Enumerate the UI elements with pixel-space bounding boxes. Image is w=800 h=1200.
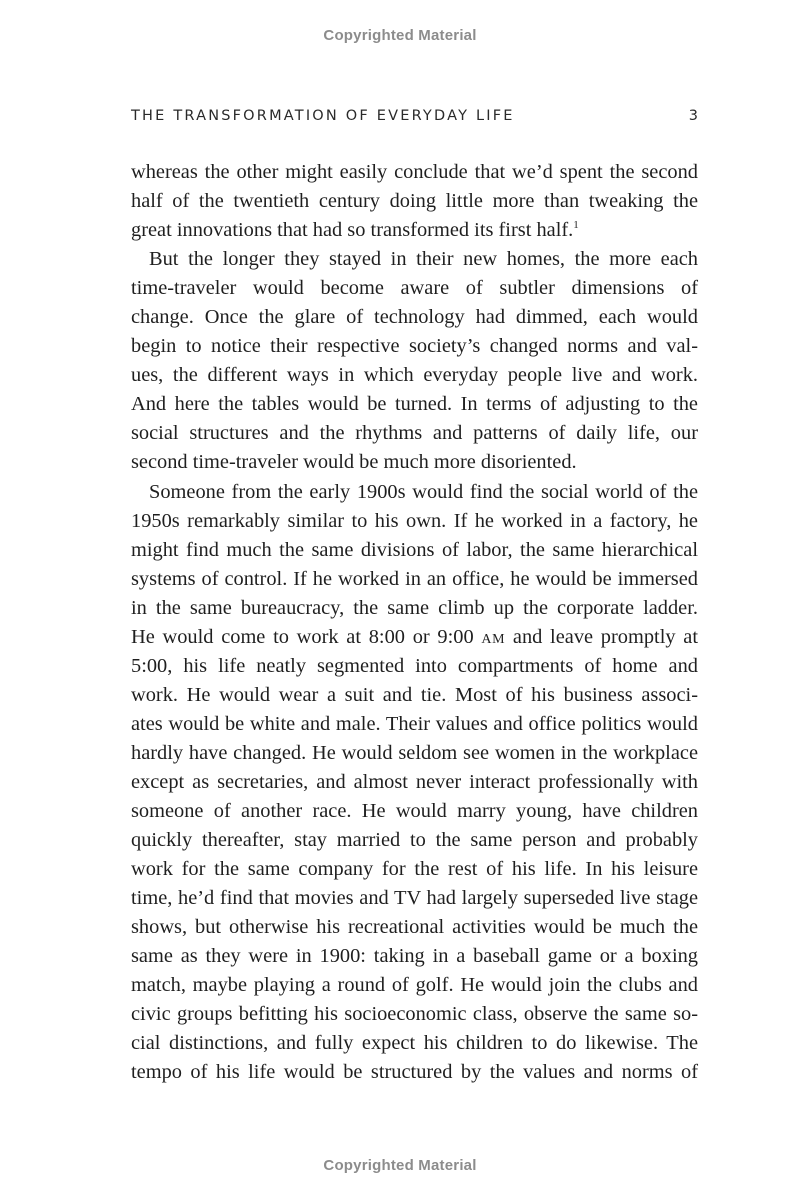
chapter-running-title: THE TRANSFORMATION OF EVERYDAY LIFE [131,108,515,124]
small-caps-am: am [481,625,506,648]
text-line: ates would be white and male. Their values and office politics would [131,712,698,735]
text-line: someone of another race. He would marry young, have children [131,800,698,823]
text-line: half of the twentieth century doing little more than tweaking the [131,190,698,213]
text-line: 1950s remarkably similar to his own. If he worked in a factory, he [131,509,698,532]
text-line: except as secretaries, and almost never interact professionally with [131,770,698,793]
text-line: time-traveler would become aware of subtler dimensions of [131,277,698,300]
text-line-content: great innovations that had so transformed its first half. [131,219,574,242]
text-line [131,623,698,652]
text-line-content: He would come to work at 8:00 or 9:00 [131,625,474,648]
text-line: shows, but otherwise his recreational activities would be much the [131,916,698,939]
text-line [131,216,698,245]
text-line: work for the same company for the rest of his life. In his leisure [131,858,698,881]
paragraph-1 [131,158,698,245]
running-header [131,108,698,130]
text-line: hardly have changed. He would seldom see women in the workplace [131,741,698,764]
text-line: same as they were in 1900: taking in a baseball game or a boxing [131,945,698,968]
text-line: systems of control. If he worked in an office, he would be immersed [131,567,698,590]
text-line: And here the tables would be turned. In terms of adjusting to the [131,393,698,416]
body-text [131,158,698,1088]
copyright-watermark-bottom: Copyrighted Material [323,1157,477,1174]
text-line: Someone from the early 1900s would find the social world of the [149,480,698,503]
text-line: quickly thereafter, stay married to the same person and probably [131,829,698,852]
page-number: 3 [688,108,698,124]
text-line: begin to notice their respective society’s changed norms and val- [131,335,698,358]
text-line: second time-traveler would be much more disoriented. [131,451,577,474]
text-line: time, he’d find that movies and TV had largely superseded live stage [131,887,698,910]
footnote-reference: 1 [573,219,579,232]
text-line: in the same bureaucracy, the same climb up the corporate ladder. [131,596,698,619]
text-line: match, maybe playing a round of golf. He would join the clubs and [131,974,698,997]
text-line: civic groups befitting his socioeconomic class, observe the same so- [131,1003,698,1026]
text-line: But the longer they stayed in their new homes, the more each [149,248,698,271]
text-line: work. He would wear a suit and tie. Most of his business associ- [131,683,698,706]
text-line-content: and leave promptly at [512,625,698,648]
text-line: change. Once the glare of technology had dimmed, each would [131,306,698,329]
copyright-watermark-top: Copyrighted Material [323,27,477,44]
text-line: tempo of his life would be structured by the values and norms of [131,1061,698,1084]
text-line: social structures and the rhythms and patterns of daily life, our [131,422,698,445]
text-line: ues, the different ways in which everyday people live and work. [131,364,698,387]
text-line: might find much the same divisions of labor, the same hierarchical [131,538,698,561]
text-line: cial distinctions, and fully expect his children to do likewise. The [131,1032,698,1055]
text-line: 5:00, his life neatly segmented into compartments of home and [131,654,698,677]
text-line: whereas the other might easily conclude that we’d spent the second [131,161,698,183]
paragraph-2 [131,245,698,477]
paragraph-3 [131,478,698,1088]
